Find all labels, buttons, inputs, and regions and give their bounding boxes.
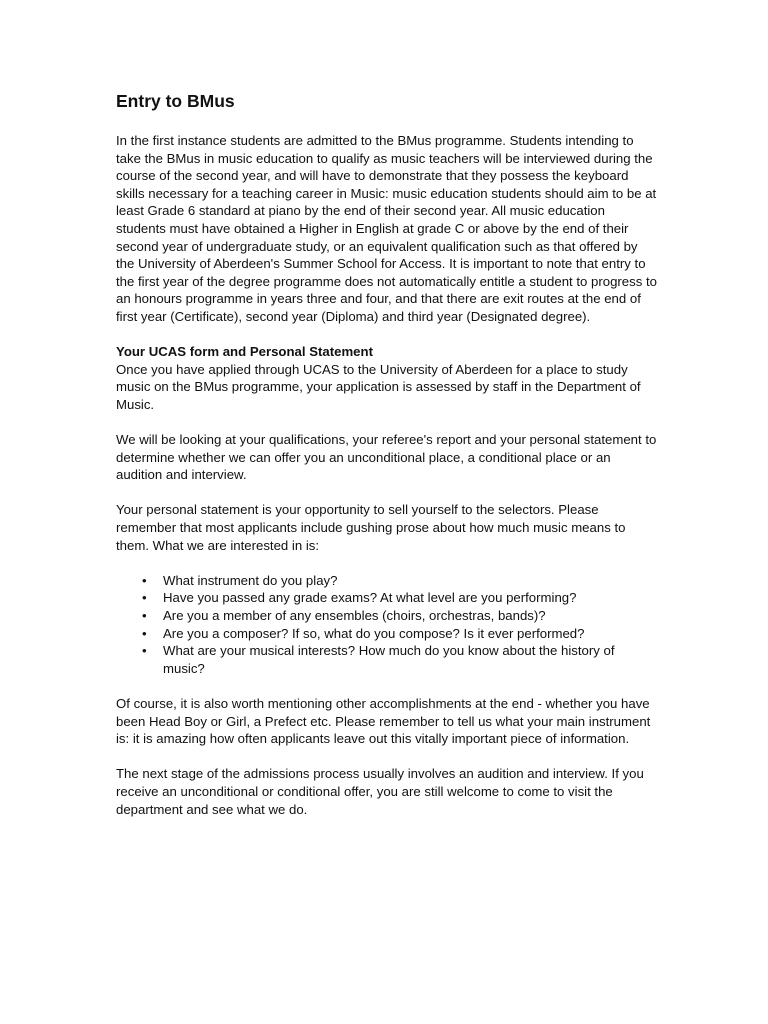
bullet-icon: • — [142, 590, 147, 606]
list-item-text: Have you passed any grade exams? At what level are you performing? — [163, 590, 577, 606]
list-item-text: What are your musical interests? How much do you know about the history of music? — [163, 643, 615, 676]
list-item — [116, 625, 658, 643]
list-item — [116, 607, 658, 625]
bullet-icon: • — [142, 608, 147, 624]
list-item-text: What instrument do you play? — [163, 572, 338, 588]
bullet-icon: • — [142, 572, 147, 588]
questions-list — [116, 572, 658, 678]
intro-paragraph: In the first instance students are admitted to the BMus programme. Students intending to take the BMus in music education to qualify as music teachers will be interviewed during the course of the second year, and will have to demonstrate that they possess the keyboard skills necessary for a teaching career in Music: music education students should aim to be at least Grade 6 standard at piano by the end of their second year. All music education students must have obtained a Higher in English at grade C or above by the end of their second year of undergraduate study, or an equivalent qualification such as that offered by the University of Aberdeen's Summer School for Access. It is important to note that entry to the first year of the degree programme does not automatically entitle a student to progress to an honours programme in years three and four, and that there are exit routes at the end of first year (Certificate), second year (Diploma) and third year (Designated degree). — [116, 133, 657, 324]
bullet-icon: • — [142, 643, 147, 659]
qualifications-paragraph: We will be looking at your qualifications, your referee's report and your personal statement to determine whether we can offer you an unconditional place, a conditional place or an audition and interview. — [116, 432, 657, 483]
ucas-section — [116, 343, 658, 413]
next-stage-paragraph: The next stage of the admissions process usually involves an audition and interview. If you receive an unconditional or conditional offer, you are still welcome to come to visit the department and see what we do. — [116, 766, 644, 817]
list-item-text: Are you a member of any ensembles (choirs, orchestras, bands)? — [163, 608, 546, 624]
list-item — [116, 572, 658, 590]
list-item-text: Are you a composer? If so, what do you compose? Is it ever performed? — [163, 625, 585, 641]
ucas-heading: Your UCAS form and Personal Statement — [116, 344, 373, 360]
bullet-icon: • — [142, 625, 147, 641]
ucas-paragraph: Once you have applied through UCAS to the University of Aberdeen for a place to study music on the BMus programme, your application is assessed by staff in the Department of Music. — [116, 361, 641, 412]
statement-paragraph: Your personal statement is your opportunity to sell yourself to the selectors. Please remember that most applicants include gushing prose about how much music means to them. What we are interested in is: — [116, 502, 626, 553]
list-item — [116, 642, 658, 677]
accomplishments-paragraph: Of course, it is also worth mentioning other accomplishments at the end - whether you have been Head Boy or Girl, a Prefect etc. Please remember to tell us what your main instrument is: it is amazing how often applicants leave out this vitally important piece of information. — [116, 696, 651, 747]
list-item — [116, 589, 658, 607]
page-title: Entry to BMus — [116, 91, 235, 111]
